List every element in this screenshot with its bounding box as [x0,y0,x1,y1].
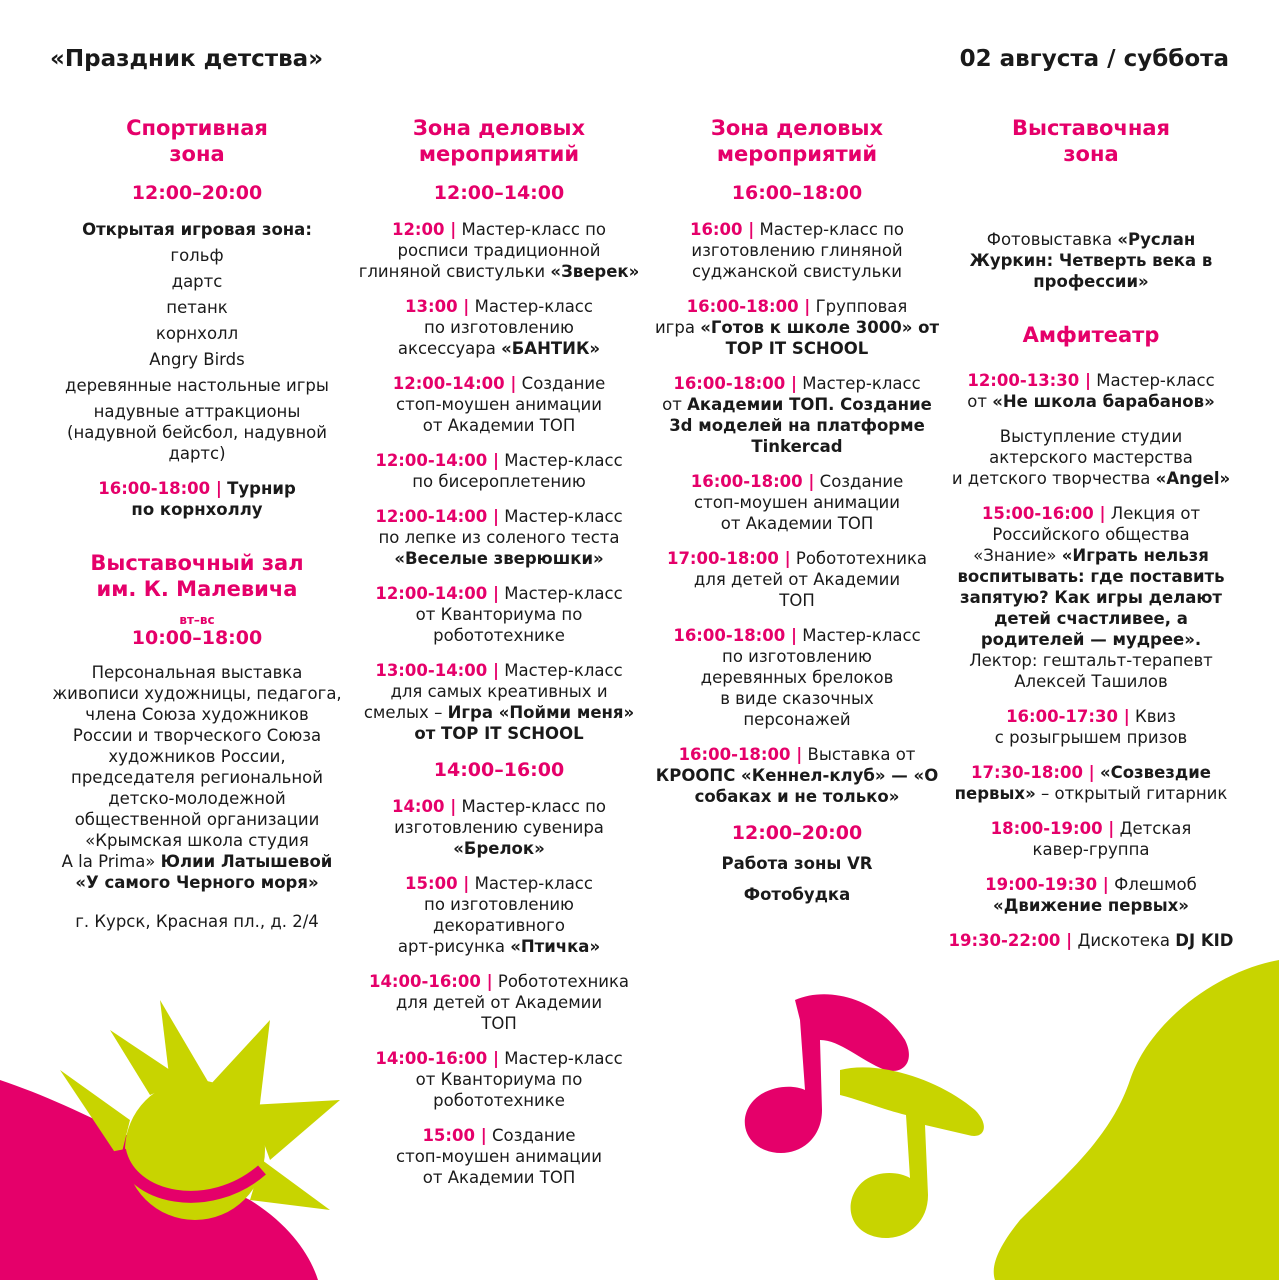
item-bold-text: «Готов к школе 3000» от TOP IT SCHOOL [700,318,940,358]
time-slot: 12:00–14:00 [433,182,565,204]
zone-title-business: Зона деловых мероприятий [710,116,884,166]
address: г. Курск, Красная пл., д. 2/4 [75,912,319,931]
schedule-item [946,930,1236,951]
item-text: от [662,395,682,414]
list-item: Angry Birds [149,350,245,369]
item-text: Мастер-класс по [461,220,607,239]
item-bold-text: «Брелок» [453,839,545,858]
item-time: 15:00 | [405,874,470,893]
item-text: Мастер-класс [474,874,593,893]
schedule-item [652,373,942,457]
item-text: смелых – [363,703,443,722]
item-text: по изготовлению [722,647,872,666]
schedule-item [946,426,1236,489]
item-bold-text: «Играть нельзя воспитывать: где поставить запятую? Как игры делают детей счастливее, а родителей — мудрее». [957,546,1225,649]
item-text: декоративного [433,916,565,935]
item-text: суджанской свистульки [691,262,903,281]
item-text: Лекция от [1110,504,1201,523]
schedule-item [354,971,644,1034]
music-note-icon [745,994,984,1238]
item-bold-text: «Веселые зверюшки» [394,549,604,568]
item-text: для детей от Академии [693,570,901,589]
item-time: 13:00 | [405,297,470,316]
schedule-item [652,219,942,282]
item-time: 12:00-14:00 | [375,584,500,603]
item-text: Дискотека [1077,931,1171,950]
list-item: корнхолл [155,324,239,343]
open-zone-label: Открытая игровая зона: [82,220,312,239]
item-text: Мастер-класс [802,374,921,393]
schedule-item [354,506,644,569]
zone-title-malevich-hall: Выставочный зал им. К. Малевича [90,551,304,601]
item-time: 17:00-18:00 | [666,549,791,568]
item-text: от Кванториума по [415,605,583,624]
item-text: персонажей [743,710,851,729]
item-text: изготовлению сувенира [394,818,604,837]
item-bold-text: «Созвездие первых» [954,763,1211,803]
schedule-item [354,583,644,646]
item-text: Флешмоб [1114,875,1197,894]
item-time: 19:00-19:30 | [985,875,1109,894]
item-bold-text: «Angel» [1155,469,1231,488]
column-exhibition-zone [946,115,1236,965]
item-text: от [967,392,987,411]
item-time: 14:00 | [391,797,457,816]
item-text: Российского общества [992,525,1190,544]
item-text: Мастер-класс по [461,797,607,816]
item-text: и детского творчества [951,469,1151,488]
item-bold-text: «Не школа барабанов» [992,392,1215,411]
item-text: Выставка от [807,745,916,764]
list-item: надувные аттракционы (надувной бейсбол, надувной дартс) [67,402,327,463]
item-text: Мастер-класс [504,507,623,526]
schedule-item [354,796,644,859]
event-title: «Праздник детства» [50,46,324,72]
schedule-item [354,219,644,282]
zone-title-sports: Спортивная зона [126,116,268,166]
item-text: робототехнике [433,626,565,645]
item-text: игра [654,318,695,337]
item-text: с розыгрышем призов [994,728,1188,747]
schedule-item [946,874,1236,916]
item-time: 14:00-16:00 | [375,1049,500,1068]
schedule-item [946,503,1236,692]
item-text: Мастер-класс [504,584,623,603]
item-time: 16:00-18:00 | [686,297,811,316]
schedule-item [946,370,1236,412]
schedule-item [354,660,644,744]
item-time: 12:00 | [391,220,457,239]
schedule-item [652,471,942,534]
item-text: актерского мастерства [989,448,1193,467]
schedule-item [946,762,1236,804]
photobooth-label: Фотобудка [743,885,851,904]
column-business-zone-1 [354,115,644,1202]
column-business-zone-2 [652,115,942,919]
item-text: по лепке из соленого теста [378,528,620,547]
item-text: Создание [521,374,606,393]
item-text: стоп-моушен анимации [396,1147,602,1166]
schedule-item [652,744,942,807]
zone-title-amphitheater: Амфитеатр [1022,323,1160,347]
item-bold-text: «Движение первых» [993,896,1189,915]
item-bold-text: «БАНТИК» [501,339,601,358]
schedule-item [354,873,644,957]
schedule-item [946,818,1236,860]
item-text: Выступление студии [999,427,1183,446]
item-text: аксессуара [397,339,496,358]
list-item: петанк [166,298,228,317]
item-text: Квиз [1134,707,1176,726]
exhibition-description: Персональная выставка живописи художницы, педагога, члена Союза художников России и творческого Союза художников России, председателя региональной детско-молодежной общественной организации «Крымская школа студия A la Prima» Юлии Латышевой «У самого Черного моря» [52,663,342,892]
item-text: арт-рисунка [397,937,505,956]
item-bold-text: Игра «Пойми меня» от TOP IT SCHOOL [414,703,635,743]
item-text: в виде сказочных [720,689,874,708]
zone-title-exhibition: Выставочная зона [1011,116,1171,166]
item-text: деревянных брелоков [700,668,894,687]
time-slot: 14:00–16:00 [433,759,565,781]
item-text: робототехнике [433,1091,565,1110]
item-text: по бисероплетению [412,472,586,491]
zone-title-business: Зона деловых мероприятий [412,116,586,166]
time-slot: 16:00–18:00 [731,182,863,204]
item-text: по изготовлению [424,318,574,337]
time-slot: 12:00–20:00 [731,822,863,844]
time-slot: 10:00–18:00 [131,627,263,649]
schedule-item [946,706,1236,748]
item-time: 16:00-17:30 | [1006,707,1130,726]
column-sports-zone [44,115,350,946]
schedule-item [354,450,644,492]
time-slot: 12:00–20:00 [131,182,263,204]
list-item: гольф [170,246,224,265]
list-item: деревянные настольные игры [65,376,329,395]
item-text: стоп-моушен анимации [694,493,900,512]
item-time: 12:00-13:30 | [967,371,1092,390]
event-date: 02 августа / суббота [959,46,1229,72]
item-time: 13:00-14:00 | [375,661,500,680]
item-text: Мастер-класс [504,661,623,680]
item-time: 16:00-18:00 | [673,374,798,393]
item-text: от Академии ТОП [422,1168,576,1187]
lime-blob-shape [994,960,1279,1280]
item-text: Мастер-класс по [759,220,905,239]
item-text: Групповая [815,297,908,316]
item-text: кавер-группа [1032,840,1150,859]
item-bold-text: DJ KID [1175,931,1234,950]
item-time: 17:30-18:00 | [971,763,1095,782]
schedule-item [354,296,644,359]
item-text: Мастер-класс [1096,371,1215,390]
item-time: 18:00-19:00 | [990,819,1115,838]
days-label: вт–вс [179,613,215,627]
item-text: от Академии ТОП [720,514,874,533]
schedule-item [652,625,942,730]
item-bold-text: Академии ТОП. Создание 3d моделей на платформе Tinkercad [669,395,932,456]
item-time: 16:00 | [689,220,755,239]
item-text: ТОП [779,591,815,610]
item-text: «Знание» [973,546,1057,565]
item-time: 16:00-18:00 | [673,626,798,645]
item-text: по изготовлению [424,895,574,914]
item-time: 12:00-14:00 | [392,374,517,393]
item-text: стоп-моушен анимации [396,395,602,414]
photo-exhibition-item: Фотовыставка «Руслан Журкин: Четверть века в профессии» [969,230,1213,291]
item-bold-text: «Птичка» [510,937,601,956]
item-time: 14:00-16:00 | [368,972,493,991]
schedule-item [652,548,942,611]
item-text: Мастер-класс [474,297,593,316]
schedule-item [354,1048,644,1111]
item-text: Лектор: гештальт-терапевт Алексей Ташилов [969,651,1213,691]
item-time: 16:00-18:00 | [678,745,803,764]
item-bold-text: КРООПС «Кеннел-клуб» — «О собаках и не только» [655,766,939,806]
item-time: 15:00 | [422,1126,487,1145]
schedule-item [652,296,942,359]
list-item: дартс [171,272,223,291]
item-time: 12:00-14:00 | [375,507,500,526]
item-bold-text: «Зверек» [550,262,640,281]
item-text: Создание [819,472,904,491]
tournament-item: 16:00-18:00 | Турнир по корнхоллу [98,479,296,519]
vr-zone-label: Работа зоны VR [721,854,873,873]
schedule-item [354,373,644,436]
item-text: от Кванториума по [415,1070,583,1089]
item-text: для самых креативных и [390,682,608,701]
item-text: ТОП [481,1014,517,1033]
games-list [44,219,350,464]
item-text: изготовлению глиняной [691,241,903,260]
item-text: росписи традиционной [397,241,601,260]
item-text: от Академии ТОП [422,416,576,435]
item-time: 19:30-22:00 | [948,931,1073,950]
schedule-item [354,1125,644,1188]
item-text: – открытый гитарник [1040,784,1228,803]
item-time: 16:00-18:00 | [690,472,815,491]
item-text: для детей от Академии [395,993,603,1012]
item-text: Мастер-класс [504,451,623,470]
item-text: Создание [491,1126,576,1145]
item-text: глиняной свистульки [358,262,546,281]
item-time: 12:00-14:00 | [375,451,500,470]
item-text: Робототехника [497,972,630,991]
item-time: 15:00-16:00 | [981,504,1106,523]
item-text: Детская [1119,819,1192,838]
item-text: Робототехника [795,549,928,568]
item-text: Мастер-класс [802,626,921,645]
item-text: Мастер-класс [504,1049,623,1068]
